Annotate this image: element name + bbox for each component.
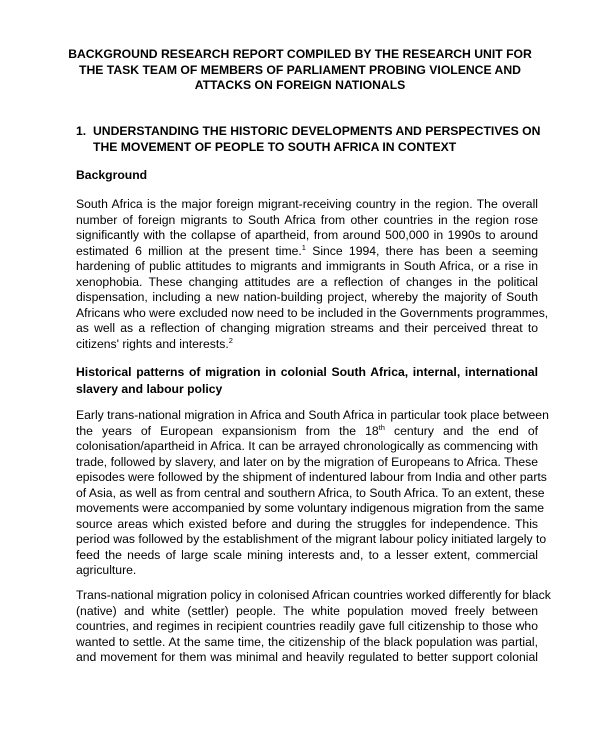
line-text: estimated 6 million at the present time. <box>76 243 302 258</box>
background-heading: Background <box>76 168 148 182</box>
paragraph-line: as well as a reflection of changing migration streams and their perceived threat to <box>76 321 538 335</box>
paragraph-line: xenophobia. These changing attitudes are a reflection of changes in the political <box>76 274 538 289</box>
document-title: BACKGROUND RESEARCH REPORT COMPILED BY THE RESEARCH UNIT FOR THE TASK TEAM OF MEMBERS OF PARLIAMENT PROBING VIOLENCE AND ATTACKS ON FOREIGN NATIONALS <box>68 47 532 93</box>
paragraph-line: hardening of public attitudes to migrants and immigrants in South Africa, or a rise in <box>76 259 538 273</box>
paragraph-line: countries, and regimes in recipient countries readily gave full citizenship to those who <box>76 619 538 633</box>
line-text: Since 1994, there has been a seeming <box>305 243 539 258</box>
footnote-ref-2: 2 <box>228 335 233 345</box>
paragraph-line: movements were accompanied by some voluntary indigenous migration from the same <box>76 501 545 515</box>
section-number: 1. <box>76 124 87 138</box>
paragraph-line: feed the needs of large scale mining interests and, to a lesser extent, commercial <box>76 547 538 562</box>
paragraph-line: (native) and white (settler) people. The white population moved freely between <box>76 603 538 618</box>
section-heading <box>76 123 546 156</box>
paragraph-line: agriculture. <box>76 563 137 577</box>
paragraph-line: Early trans-national migration in Africa and South Africa in particular took place between <box>76 408 549 422</box>
line-text: citizens' rights and interests. <box>76 336 229 351</box>
section-heading-text: UNDERSTANDING THE HISTORIC DEVELOPMENTS AND PERSPECTIVES ON THE MOVEMENT OF PEOPLE TO SOUTH AFRICA IN CONTEXT <box>93 124 541 155</box>
paragraph-line: Trans-national migration policy in colonised African countries worked differently for black <box>76 588 551 602</box>
historical-paragraph-2 <box>76 588 551 666</box>
paragraph-line: of Asia, as well as from central and southern Africa, to South Africa. To an extent, these <box>76 485 545 500</box>
paragraph-line: wanted to settle. At the same time, the citizenship of the black population was partial, <box>76 634 538 649</box>
paragraph-line: South Africa is the major foreign migrant-receiving country in the region. The overall <box>76 197 538 211</box>
background-paragraph <box>76 197 549 352</box>
paragraph-line: dispensation, including a new nation-building project, whereby the majority of South <box>76 290 538 304</box>
line-text: century and the end of <box>384 423 538 438</box>
paragraph-line: and movement for them was minimal and heavily regulated to better support colonial <box>76 650 538 664</box>
paragraph-line: trade, followed by slavery, and later on by the migration of Europeans to Africa. These <box>76 454 538 469</box>
paragraph-line <box>76 337 538 353</box>
paragraph-line <box>76 424 538 440</box>
ordinal-suffix: th <box>378 422 385 432</box>
paragraph-line: significantly with the collapse of apartheid, from around 500,000 in 1990s to around <box>76 228 538 242</box>
paragraph-line: number of foreign migrants to South Africa from other countries in the region rose <box>76 212 538 227</box>
paragraph-line: Africans who were excluded now need to be included in the Governments programmes, <box>76 305 549 320</box>
historical-paragraph-1 <box>76 408 549 579</box>
paragraph-line: episodes were followed by the shipment of indentured labour from India and other parts <box>76 470 547 484</box>
historical-heading: Historical patterns of migration in colonial South Africa, internal, international slavery and labour policy <box>76 365 538 396</box>
paragraph-line: source areas which existed before and during the struggles for independence. This <box>76 516 538 531</box>
paragraph-line <box>76 244 538 260</box>
line-text: the years of European expansionism from the 18 <box>76 423 379 438</box>
paragraph-line: period was followed by the establishment of the migrant labour policy initiated largely to <box>76 532 547 546</box>
paragraph-line: colonisation/apartheid in Africa. It can be arrayed chronologically as commencing with <box>76 439 538 453</box>
footnote-ref-1: 1 <box>301 242 306 252</box>
